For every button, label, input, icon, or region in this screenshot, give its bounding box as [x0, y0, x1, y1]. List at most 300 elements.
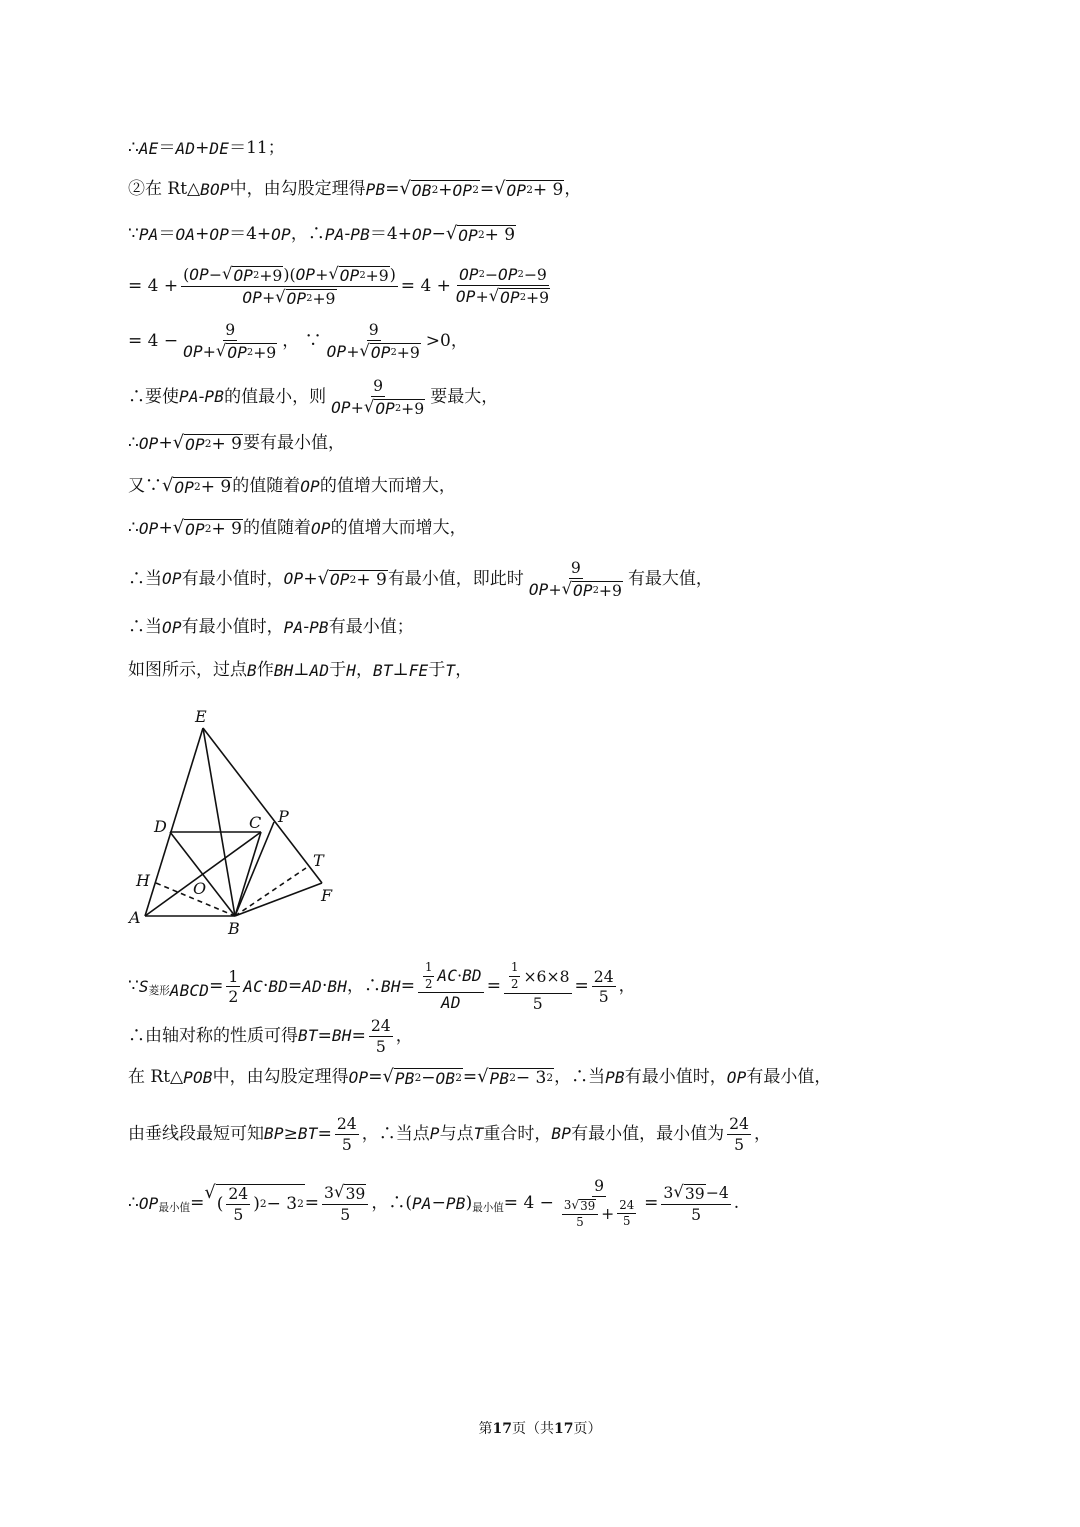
square-root: [215, 340, 277, 362]
math-variable: BH: [327, 976, 348, 996]
superscript: 2: [194, 481, 201, 494]
text: −9: [523, 265, 547, 285]
radical-sign-icon: √: [328, 264, 339, 283]
math-variable: T: [473, 1124, 484, 1144]
text: 24: [370, 1016, 391, 1035]
math-variable: OP: [138, 433, 159, 453]
text: 24: [619, 1197, 635, 1212]
math-variable: OB: [435, 1068, 456, 1088]
math-variable: OP: [452, 180, 473, 200]
math-variable: OP: [242, 288, 263, 307]
square-root: [328, 266, 389, 284]
fraction: [454, 267, 552, 306]
text: =: [209, 976, 224, 997]
math-variable: H: [346, 660, 357, 680]
math-variable: AD: [302, 976, 322, 996]
text: −4: [705, 1183, 729, 1203]
text: =: [368, 1067, 383, 1087]
solution-line: [128, 619, 414, 636]
text: ＝11；: [229, 138, 285, 158]
text: = 4 −: [128, 330, 179, 351]
math-variable: BH: [381, 976, 401, 996]
denominator: [732, 1135, 746, 1153]
superscript: 2: [204, 438, 212, 451]
math-variable: OP: [189, 265, 209, 284]
text: =: [479, 179, 495, 199]
radicand: [370, 343, 421, 361]
footer-page-number: 17: [492, 1421, 512, 1437]
math-variable: BT: [373, 660, 393, 680]
math-variable: PB: [365, 179, 386, 199]
math-variable: OP: [271, 224, 291, 244]
radicand: [344, 1184, 366, 1202]
math-variable: OP: [411, 224, 432, 244]
fraction: [418, 962, 484, 1011]
text: ∴由轴对称的性质可得: [128, 1025, 298, 1046]
text: 24: [336, 1114, 357, 1133]
text: 与点: [439, 1123, 474, 1144]
text: −: [208, 265, 222, 285]
math-variable: OA: [175, 224, 196, 244]
text: 9: [373, 376, 384, 395]
numerator: [223, 322, 237, 341]
superscript: 2: [517, 269, 524, 281]
solution-line: [128, 1178, 739, 1229]
superscript: 2: [259, 1198, 267, 1211]
text: 5: [233, 1205, 244, 1225]
text: +: [315, 265, 329, 285]
superscript: 2: [253, 270, 260, 282]
math-variable: AD: [175, 138, 196, 158]
text: ，∴: [290, 224, 325, 244]
solution-line: [128, 225, 516, 244]
text: +9: [365, 266, 389, 286]
text: =: [190, 1193, 205, 1214]
superscript: 2: [349, 574, 357, 587]
superscript: 2: [546, 1072, 554, 1085]
text: 最小值: [158, 1202, 191, 1215]
radicand: [339, 266, 390, 284]
fraction: [325, 322, 423, 361]
superscript: 2: [478, 269, 485, 281]
text: −: [421, 1068, 436, 1088]
text: +9: [401, 398, 425, 418]
fraction: [335, 1116, 359, 1152]
footer-suffix: 页）: [573, 1421, 602, 1437]
text: 中，由勾股定理得: [229, 179, 366, 199]
text: − 3: [515, 1068, 547, 1088]
text: 2: [510, 976, 519, 991]
text: 5: [375, 1036, 386, 1056]
math-variable: DE: [209, 138, 230, 158]
math-variable: B: [247, 660, 257, 680]
text: .: [733, 1193, 740, 1214]
text: +: [158, 433, 173, 453]
fraction: [423, 962, 434, 990]
text: + 9: [356, 569, 387, 590]
math-variable: OP: [183, 341, 203, 361]
denominator: [557, 1197, 641, 1229]
radicand: [684, 1184, 706, 1202]
text: 有最小值，即此时: [387, 568, 524, 589]
square-root: [222, 266, 283, 284]
text: 3: [663, 1183, 674, 1203]
fraction: [369, 1018, 393, 1054]
math-variable: OP: [459, 265, 479, 284]
math-variable: AE: [138, 138, 159, 158]
superscript: 2: [477, 229, 485, 242]
denominator: [531, 994, 545, 1012]
footer-middle: 页（共: [512, 1421, 554, 1437]
text: ∴要使: [128, 386, 179, 407]
square-root: [571, 1199, 596, 1213]
text: =: [304, 1193, 320, 1214]
numerator: [457, 267, 549, 286]
math-variable: BP: [551, 1124, 572, 1144]
denominator: [439, 993, 463, 1011]
text: =: [317, 1025, 332, 1046]
text: = 4 +: [128, 276, 179, 296]
text: 24: [228, 1184, 249, 1204]
denominator: [509, 977, 520, 991]
text: −: [431, 224, 446, 244]
math-variable: OP: [506, 180, 527, 200]
fraction: [226, 966, 240, 1007]
text: +9: [259, 266, 283, 286]
text: =: [462, 1067, 478, 1087]
solution-line: [128, 434, 345, 453]
radical-sign-icon: √: [363, 396, 375, 416]
square-root: [359, 340, 420, 362]
subscript: [472, 1203, 504, 1214]
radicand: [572, 581, 623, 599]
text: 39: [580, 1198, 596, 1213]
math-variable: OP: [283, 569, 304, 589]
math-variable: POB: [183, 1067, 213, 1087]
label-B: B: [228, 919, 240, 938]
radical-sign-icon: √: [359, 340, 370, 360]
text: −: [431, 1193, 446, 1214]
fraction: [592, 966, 616, 1007]
text: +: [350, 397, 364, 417]
text: 5: [576, 1215, 584, 1230]
text: ＝4+: [369, 224, 412, 244]
text: ≥: [283, 1123, 298, 1144]
text: 菱形: [148, 985, 170, 998]
radical-sign-icon: √: [204, 1182, 216, 1204]
radicand: [506, 180, 565, 199]
numerator: [335, 1116, 359, 1135]
footer-prefix: 第: [478, 1421, 493, 1437]
label-P: P: [278, 807, 289, 826]
text: 1: [228, 966, 239, 986]
denominator: [621, 1214, 632, 1228]
denominator: [689, 1205, 703, 1223]
math-variable: OP: [375, 398, 395, 418]
text: 要有最小值，: [242, 433, 345, 453]
numerator: [509, 962, 520, 977]
numerator: [617, 1197, 636, 1215]
text: ): [389, 265, 396, 285]
math-variable: AC: [437, 966, 458, 986]
solution-line: [128, 519, 467, 538]
text: 中，由勾股定理得: [212, 1067, 349, 1087]
line-DB: [170, 832, 235, 916]
radical-sign-icon: √: [215, 340, 227, 360]
footer-total-pages: 17: [554, 1421, 574, 1437]
text: ，: [753, 1123, 771, 1144]
numerator: [423, 962, 434, 977]
numerator: [562, 1199, 598, 1216]
numerator: [367, 322, 381, 341]
math-variable: PB: [350, 224, 370, 244]
text: +9: [396, 342, 420, 362]
radicand: [286, 289, 337, 307]
text: =: [486, 976, 501, 997]
numerator: [592, 966, 616, 988]
text: +: [195, 138, 210, 158]
math-variable: BT: [298, 1026, 318, 1046]
square-root: [275, 289, 336, 307]
text: ·: [457, 966, 463, 986]
text: 5: [691, 1205, 702, 1225]
fraction: [322, 1182, 368, 1225]
text: 在 Rt△: [128, 1067, 184, 1087]
text: )(: [283, 265, 296, 285]
math-variable: BOP: [200, 179, 230, 199]
text: ， ∵: [282, 330, 322, 351]
text: 有最小值时，: [181, 568, 284, 589]
text: =: [351, 1025, 366, 1046]
solution-line: [128, 140, 285, 157]
radicand: [499, 288, 550, 306]
text: ＝4+: [229, 224, 272, 244]
fraction: [661, 1182, 730, 1225]
text: =: [317, 1123, 332, 1144]
subscript: [149, 983, 209, 999]
text: ，∴: [347, 976, 382, 997]
line-EB: [203, 728, 235, 916]
text: +: [195, 224, 210, 244]
label-C: C: [249, 813, 262, 832]
numerator: [727, 1116, 751, 1135]
numerator: [661, 1184, 730, 1205]
square-root: [317, 567, 388, 590]
fraction: [226, 1184, 250, 1225]
text: 的值最小，则: [224, 386, 327, 407]
text: 5: [598, 987, 609, 1007]
math-variable: PB: [394, 1068, 415, 1088]
text: -: [198, 386, 205, 407]
solution-line: [128, 266, 555, 307]
superscript: 2: [306, 293, 313, 305]
numerator: [371, 378, 385, 397]
radical-sign-icon: √: [172, 432, 185, 453]
radicand: [489, 1068, 555, 1087]
square-root: [561, 578, 623, 600]
denominator: [574, 1215, 585, 1229]
solution-line: [128, 1018, 413, 1054]
fraction: [509, 962, 520, 990]
text: +9: [253, 342, 277, 362]
math-variable: BH: [273, 660, 294, 680]
text: 9: [225, 320, 236, 339]
text: 有最大值，: [627, 568, 713, 589]
denominator: [597, 987, 611, 1005]
text: 39: [684, 1184, 705, 1204]
math-variable: PA: [324, 224, 345, 244]
math-variable: PB: [204, 387, 225, 407]
label-O: O: [193, 879, 207, 898]
rhombus-geometry-figure: [120, 700, 350, 940]
text: ＝: [158, 224, 176, 244]
math-variable: OP: [174, 477, 195, 497]
text: 最小值: [472, 1202, 504, 1215]
text: +: [346, 341, 360, 361]
math-variable: OP: [573, 580, 593, 600]
text: +: [303, 568, 318, 589]
square-root: [363, 396, 425, 418]
denominator: [329, 397, 427, 417]
text: 有最小值；: [328, 617, 414, 637]
radical-sign-icon: √: [477, 1066, 489, 1087]
denominator: [374, 1037, 388, 1055]
square-root: [400, 180, 480, 199]
numerator: [226, 966, 240, 988]
radical-sign-icon: √: [494, 178, 506, 199]
denominator: [340, 1135, 354, 1153]
text: ∴: [128, 433, 139, 453]
text: = 4 +: [400, 276, 451, 296]
square-root: [489, 288, 550, 306]
line-BF: [235, 883, 322, 916]
denominator: [454, 286, 552, 306]
text: 的值增大而增大，: [330, 518, 467, 538]
text: =: [385, 179, 400, 199]
square-root: [494, 180, 564, 199]
text: 24: [729, 1114, 749, 1133]
fraction: [181, 266, 398, 307]
math-variable: OP: [209, 224, 230, 244]
numerator: [418, 962, 484, 993]
denominator: [181, 341, 279, 361]
numerator: [322, 1184, 368, 1205]
math-variable: S: [138, 976, 149, 996]
text: ∴: [128, 138, 139, 158]
fraction: [329, 378, 427, 417]
text: +: [202, 341, 216, 361]
math-variable: PB: [309, 617, 329, 637]
text: 1: [510, 960, 519, 975]
text: ＝: [158, 138, 176, 158]
math-variable: AD: [309, 660, 330, 680]
fraction: [617, 1197, 636, 1229]
text: >0，: [425, 330, 468, 351]
text: = 4 −: [503, 1193, 554, 1214]
radicand: [411, 180, 480, 199]
text: ∴: [128, 518, 139, 538]
math-variable: OP: [138, 518, 159, 538]
radical-sign-icon: √: [561, 578, 573, 598]
text: ·: [321, 976, 328, 997]
radicand: [394, 1068, 463, 1087]
square-root: [334, 1184, 366, 1202]
radicand: [579, 1199, 596, 1213]
radical-sign-icon: √: [172, 517, 185, 538]
text: 9: [594, 1176, 605, 1195]
radical-sign-icon: √: [222, 264, 233, 283]
radicand: [184, 434, 243, 453]
fraction: [181, 322, 279, 361]
text: 2: [228, 987, 239, 1007]
superscript: 2: [297, 1198, 304, 1211]
solution-line: [128, 322, 468, 361]
superscript: 2: [247, 346, 254, 358]
label-D: D: [154, 817, 167, 836]
math-variable: OP: [295, 265, 316, 284]
text: ，: [455, 660, 473, 680]
superscript: 2: [359, 270, 366, 282]
text: 3: [324, 1183, 334, 1203]
text: 5: [734, 1134, 745, 1154]
text: =: [574, 976, 589, 997]
text: + 9: [484, 225, 516, 245]
math-variable: OP: [726, 1067, 747, 1087]
text: ，: [618, 976, 636, 997]
math-variable: PB: [445, 1193, 466, 1213]
denominator: [338, 1205, 352, 1223]
text: (: [216, 1194, 224, 1215]
text: 39: [345, 1184, 366, 1204]
text: 由垂线段最短可知: [128, 1123, 264, 1144]
square-root: [446, 225, 516, 244]
numerator: [504, 962, 572, 993]
superscript: 2: [390, 346, 397, 358]
math-variable: PA: [411, 1193, 432, 1213]
math-variable: OB: [411, 180, 432, 200]
text: 于: [329, 660, 347, 680]
text: 如图所示，过点: [128, 660, 247, 680]
math-variable: AC: [243, 976, 263, 996]
radical-sign-icon: √: [275, 287, 286, 306]
text: 的值增大而增大，: [319, 476, 456, 496]
text: + 9: [200, 477, 232, 497]
text: 有最小值，最小值为: [571, 1123, 725, 1144]
square-root: [173, 434, 243, 453]
math-variable: AD: [441, 993, 461, 1013]
text: 又∵: [128, 476, 162, 496]
fraction: [504, 962, 572, 1011]
text: +: [158, 518, 173, 538]
text: +9: [526, 288, 550, 308]
radical-sign-icon: √: [382, 1066, 394, 1087]
text: ∵: [128, 224, 139, 244]
text: ②在 Rt△: [128, 179, 201, 199]
label-H: H: [136, 871, 150, 890]
superscript: 2: [414, 1072, 422, 1085]
text: ∴: [128, 1193, 139, 1214]
radical-sign-icon: √: [445, 223, 458, 244]
fraction: [557, 1178, 641, 1229]
solution-line: [128, 560, 713, 599]
text: ，: [356, 660, 374, 680]
superscript: 2: [431, 184, 439, 197]
denominator: [240, 287, 338, 307]
subscript: [159, 1203, 191, 1214]
radicand: [329, 570, 388, 589]
radical-sign-icon: √: [317, 567, 329, 589]
math-variable: BP: [264, 1124, 284, 1144]
